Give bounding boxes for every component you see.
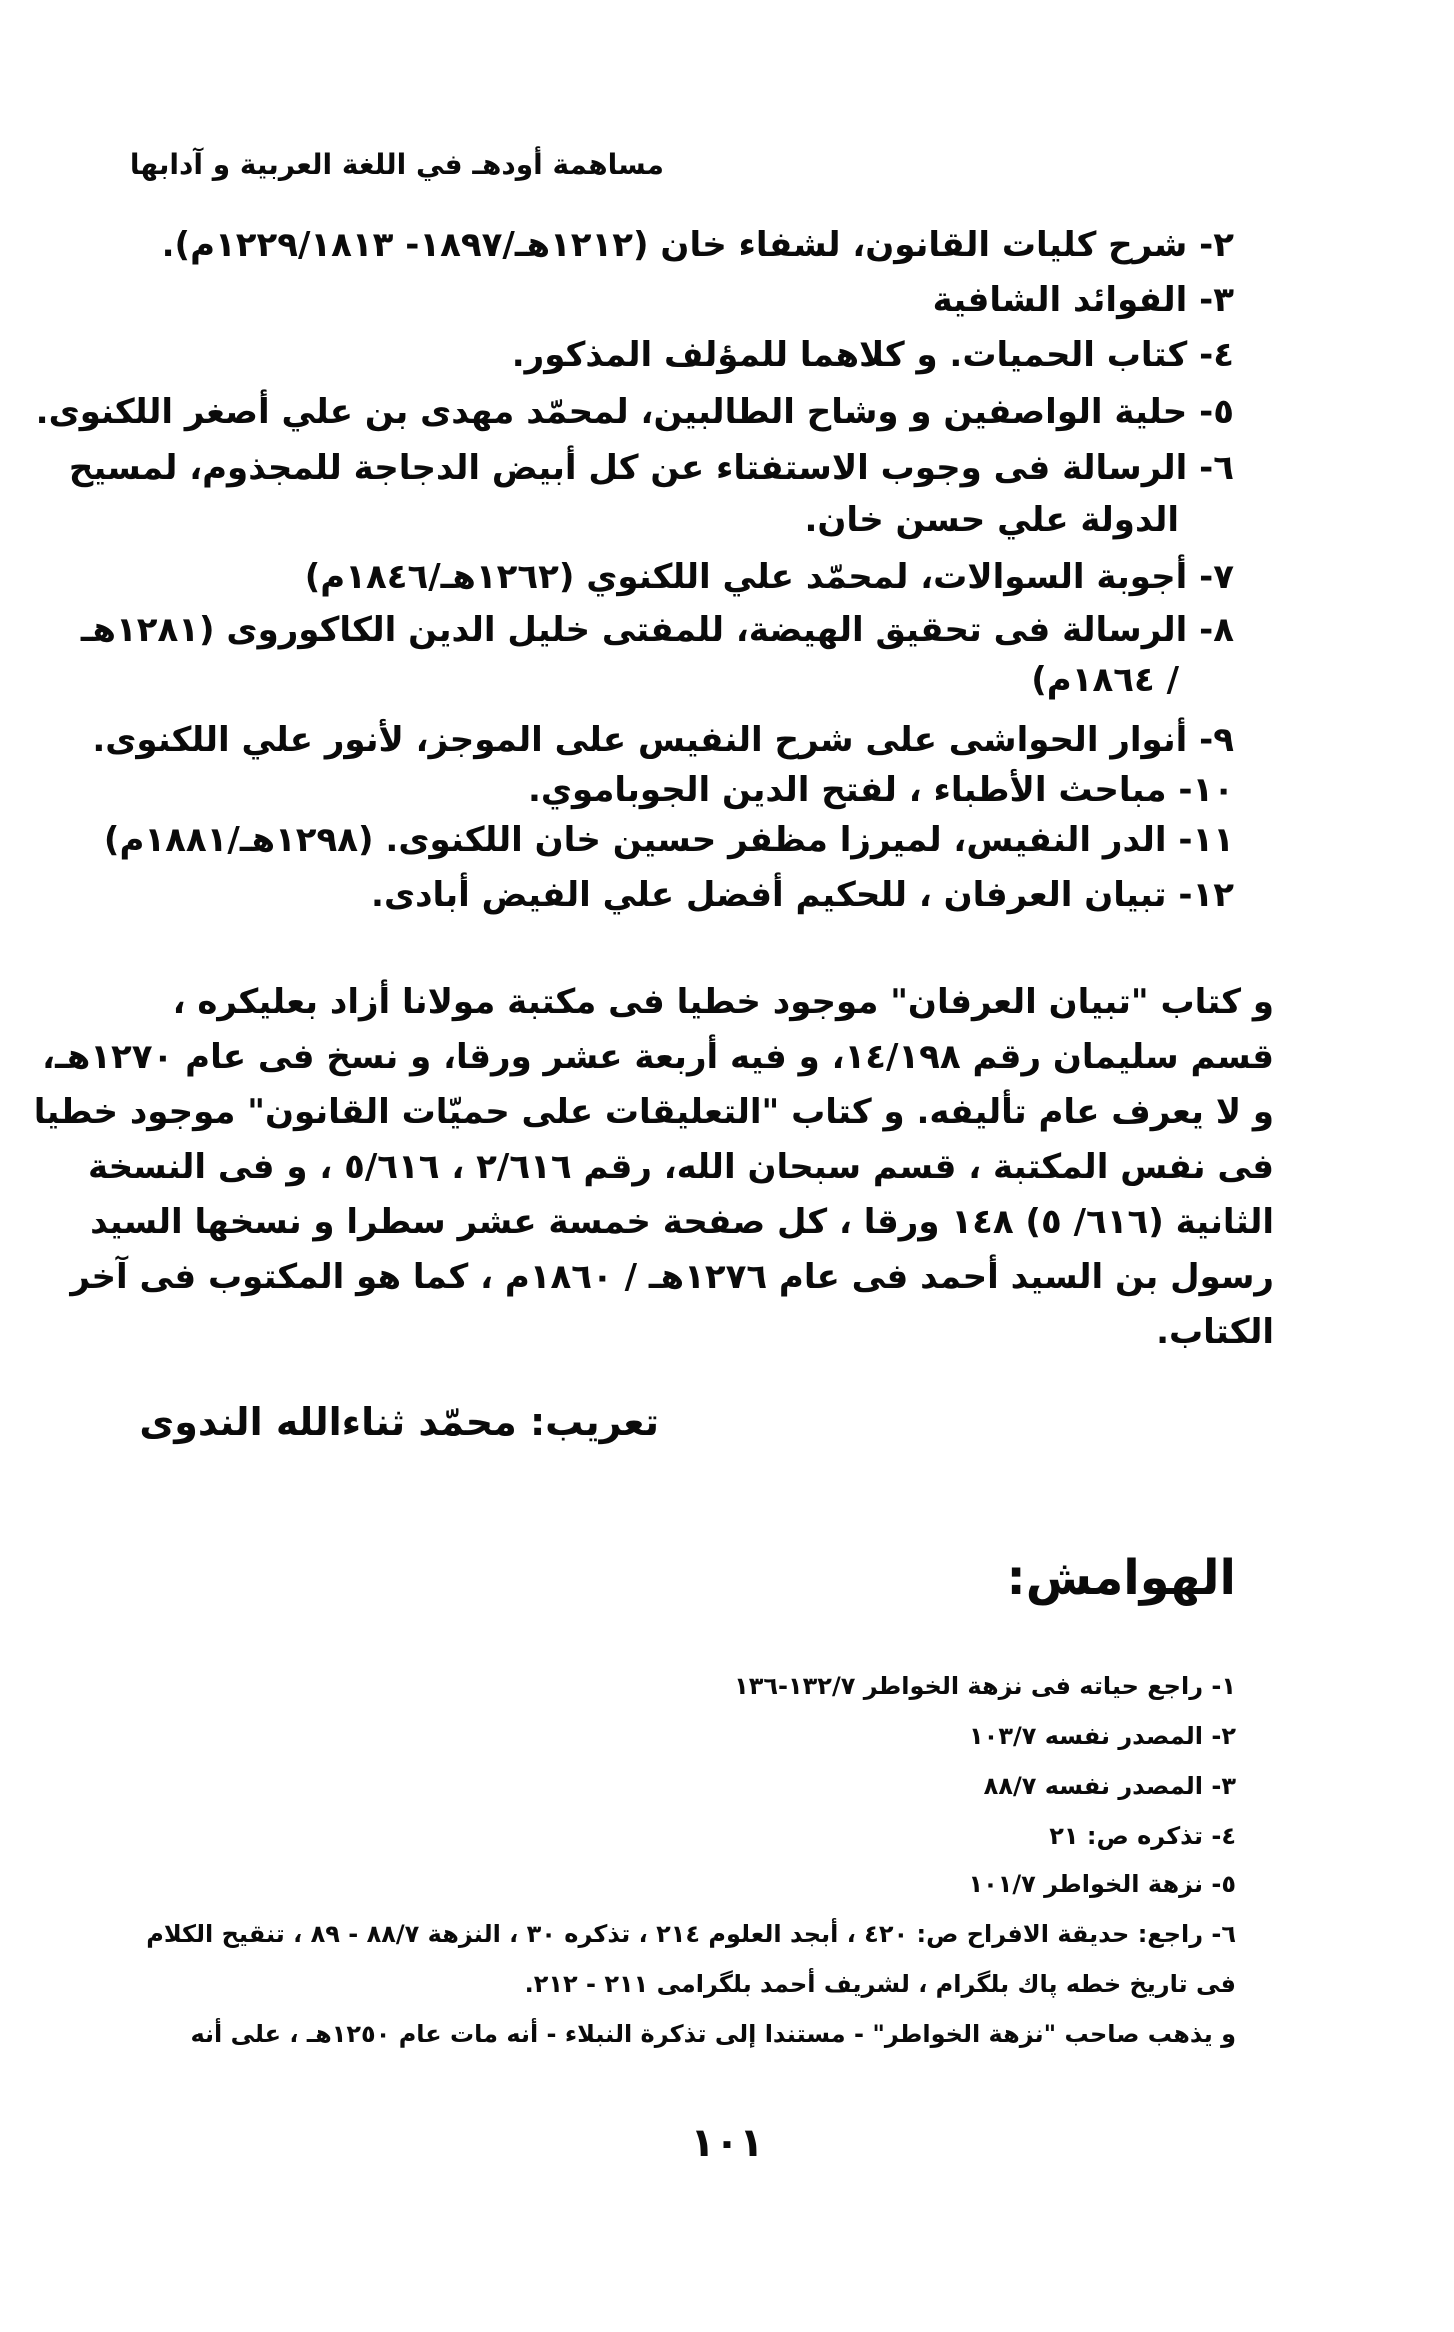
paragraph-line: فى نفس المكتبة ، قسم سبحان الله، رقم ٢/٦١٦ ، ٥/٦١٦ ، و فى النسخة [88,1147,1274,1187]
list-item-6: ٦- الرسالة فى وجوب الاستفتاء عن كل أبيض الدجاجة للمجذوم، لمسيح [68,448,1234,488]
footnote-6-continuation: فى تاريخ خطه پاك بلگرام ، لشريف أحمد بلگرامى ٢١١ - ٢١٢. [524,1970,1236,1998]
body-paragraph [33,975,1274,1360]
footnote-2: ٢- المصدر نفسه ١٠٣/٧ [969,1722,1236,1750]
list-item-11: ١١- الدر النفيس، لميرزا مظفر حسين خان اللكنوى. (١٢٩٨هـ/١٨٨١م) [103,820,1234,860]
paragraph-line: الكتاب. [1156,1312,1274,1352]
translator-signature: تعريب: محمّد ثناءالله الندوى [139,1400,659,1444]
page-number: ١٠١ [690,2120,764,2166]
running-header: مساهمة أودهـ في اللغة العربية و آدابها [129,148,664,181]
footnote-4: ٤- تذكره ص: ٢١ [1049,1822,1236,1850]
footnote-6-note: و يذهب صاحب "نزهة الخواطر" - مستندا إلى تذكرة النبلاء - أنه مات عام ١٢٥٠هـ ، على أنه [190,2020,1236,2048]
list-item-12: ١٢- تبيان العرفان ، للحكيم أفضل علي الفيض أبادى. [371,875,1234,915]
list-item-4: ٤- كتاب الحميات. و كلاهما للمؤلف المذكور. [511,335,1234,375]
paragraph-line: و لا يعرف عام تأليفه. و كتاب "التعليقات على حميّات القانون" موجود خطيا [33,1092,1274,1132]
paragraph-line: الثانية (٦١٦/ ٥) ١٤٨ ورقا ، كل صفحة خمسة عشر سطرا و نسخها السيد [90,1202,1274,1242]
footnote-5: ٥- نزهة الخواطر ١٠١/٧ [968,1870,1236,1898]
list-item-6-continuation: الدولة علي حسن خان. [804,500,1179,540]
paragraph-line: رسول بن السيد أحمد فى عام ١٢٧٦هـ / ١٨٦٠م ، كما هو المكتوب فى آخر [70,1257,1274,1297]
footnote-3: ٣- المصدر نفسه ٨٨/٧ [983,1772,1236,1800]
footnotes-heading: الهوامش: [1006,1550,1236,1606]
footnote-1: ١- راجع حياته فى نزهة الخواطر ١٣٢/٧-١٣٦ [734,1672,1236,1700]
list-item-3: ٣- الفوائد الشافية [932,280,1234,320]
paragraph-line: و كتاب "تبيان العرفان" موجود خطيا فى مكتبة مولانا أزاد بعليكره ، [172,982,1274,1022]
paragraph-line: قسم سليمان رقم ١٤/١٩٨، و فيه أربعة عشر ورقا، و نسخ فى عام ١٢٧٠هـ، [42,1037,1274,1077]
list-item-5: ٥- حلية الواصفين و وشاح الطالبين، لمحمّد مهدى بن علي أصغر اللكنوى. [35,392,1234,432]
list-item-8-continuation: / ١٨٦٤م) [1031,660,1179,700]
list-item-2: ٢- شرح كليات القانون، لشفاء خان (١٢١٢هـ/١٨٩٧- ١٢٢٩/١٨١٣م). [161,225,1234,265]
list-item-9: ٩- أنوار الحواشى على شرح النفيس على الموجز، لأنور علي اللكنوى. [92,720,1234,760]
list-item-8: ٨- الرسالة فى تحقيق الهيضة، للمفتى خليل الدين الكاكوروى (١٢٨١هـ [80,610,1234,650]
footnote-6: ٦- راجع: حديقة الافراح ص: ٤٢٠ ، أبجد العلوم ٢١٤ ، تذكره ٣٠ ، النزهة ٨٨/٧ - ٨٩ ، تنقيح الكلام [146,1920,1236,1948]
list-item-10: ١٠- مباحث الأطباء ، لفتح الدين الجوباموي. [527,770,1234,810]
list-item-7: ٧- أجوبة السوالات، لمحمّد علي اللكنوي (١٢٦٢هـ/١٨٤٦م) [304,557,1234,597]
